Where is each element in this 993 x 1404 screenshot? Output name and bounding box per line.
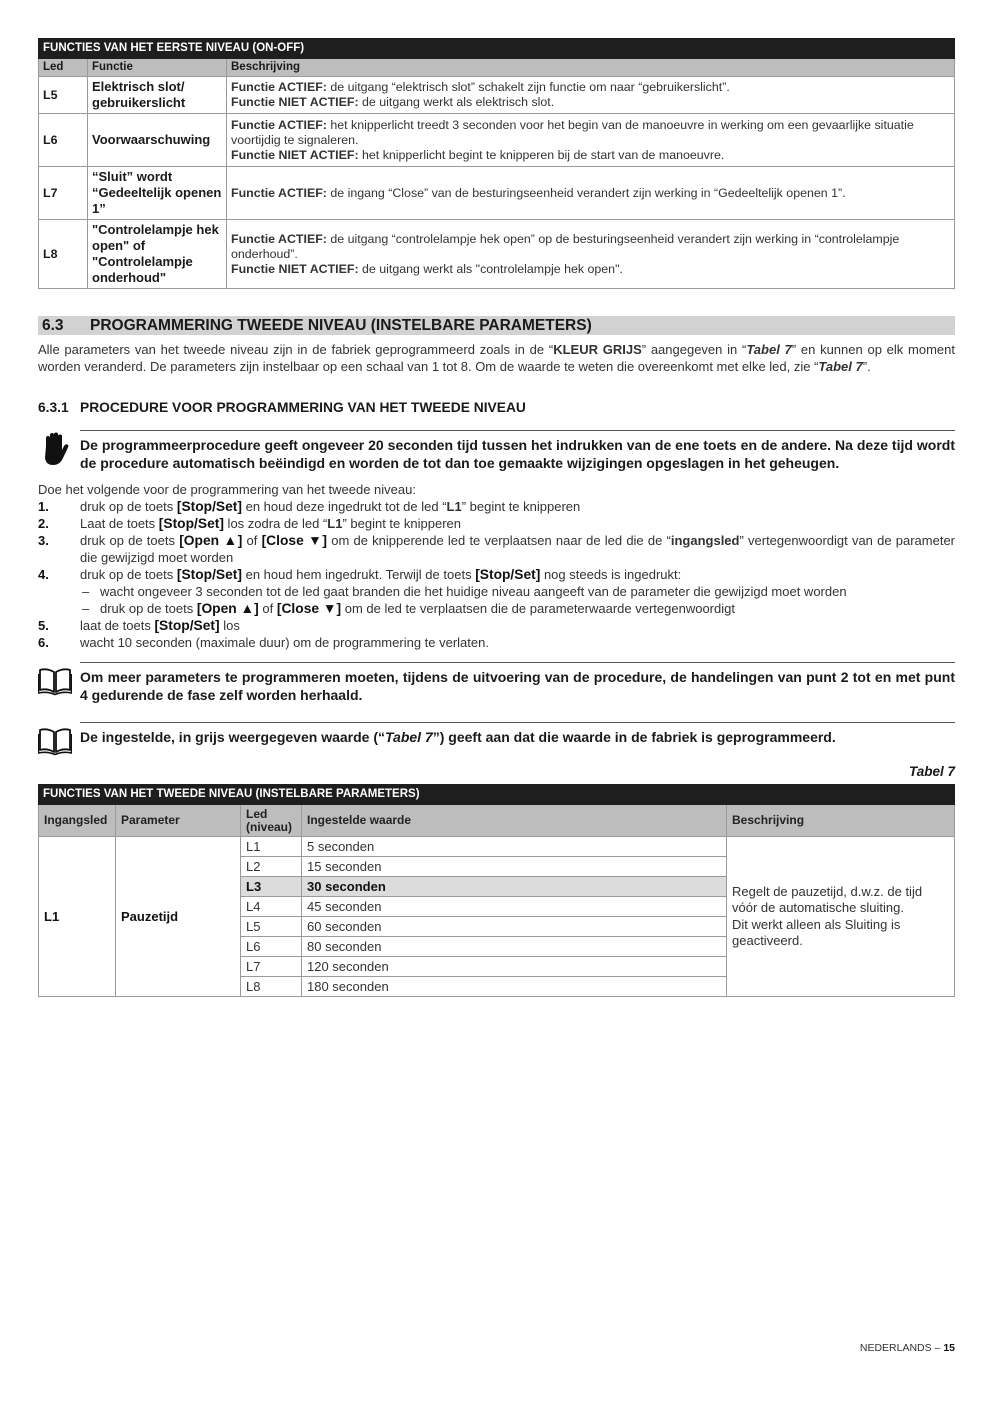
column-header-ingestelde-waarde: Ingestelde waarde bbox=[302, 805, 727, 837]
key-label: [Stop/Set] bbox=[154, 618, 220, 633]
column-header-parameter: Parameter bbox=[116, 805, 241, 837]
table-row bbox=[39, 220, 955, 289]
intro-kleur-grijs: KLEUR GRIJS bbox=[553, 342, 642, 357]
column-header-ingangsled: Ingangsled bbox=[39, 805, 116, 837]
description-cell bbox=[227, 167, 955, 220]
step-text: laat de toets bbox=[80, 618, 155, 633]
steps-lead: Doe het volgende voor de programmering van het tweede niveau: bbox=[38, 482, 416, 497]
active-label: Functie ACTIEF: bbox=[231, 231, 327, 246]
active-label: Functie ACTIEF: bbox=[231, 80, 327, 94]
header-led: Led bbox=[246, 806, 268, 821]
intro-text: ”. bbox=[862, 359, 871, 374]
table-row bbox=[39, 77, 955, 114]
value-cell: 5 seconden bbox=[302, 837, 727, 857]
table-title: FUNCTIES VAN HET EERSTE NIVEAU (ON-OFF) bbox=[39, 39, 955, 59]
led-cell: L8 bbox=[39, 220, 88, 289]
step-text: wacht 10 seconden (maximale duur) om de programmering te verlaten. bbox=[80, 635, 489, 650]
led-cell: L6 bbox=[39, 114, 88, 167]
active-label: Functie ACTIEF: bbox=[231, 185, 327, 200]
value-cell: 60 seconden bbox=[302, 917, 727, 937]
value-cell: 45 seconden bbox=[302, 897, 727, 917]
step-text: en houd deze ingedrukt tot de led “ bbox=[242, 499, 447, 514]
description-cell bbox=[227, 77, 955, 114]
column-header-led-niveau bbox=[241, 805, 302, 837]
key-label: [Close ▼] bbox=[261, 533, 328, 548]
first-level-functions-table bbox=[38, 38, 955, 289]
note-text-part: ”) geeft aan dat die waarde in de fabriek is geprogrammeerd. bbox=[432, 729, 836, 745]
second-level-parameters-table bbox=[38, 784, 955, 997]
note-text-part: De ingestelde, in grijs weergegeven waarde (“ bbox=[80, 729, 385, 745]
key-label: [Stop/Set] bbox=[176, 567, 242, 582]
step-number: 5. bbox=[38, 618, 49, 633]
intro-tabel-ref: Tabel 7 bbox=[818, 359, 863, 374]
level-led-cell: L7 bbox=[241, 957, 302, 977]
step-text: nog steeds is ingedrukt: bbox=[540, 567, 682, 582]
step-number: 3. bbox=[38, 533, 49, 548]
active-label: Functie ACTIEF: bbox=[231, 117, 327, 132]
step-number: 2. bbox=[38, 516, 49, 531]
page-number: 15 bbox=[943, 1342, 955, 1354]
hand-icon bbox=[38, 432, 72, 466]
step-text: druk op de toets bbox=[80, 533, 180, 548]
sub-step bbox=[80, 583, 955, 600]
table-caption: Tabel 7 bbox=[908, 764, 955, 779]
level-led-cell: L4 bbox=[241, 897, 302, 917]
header-niveau: (niveau) bbox=[246, 819, 293, 834]
keyword: ingangsled bbox=[670, 533, 740, 548]
subsection-title: PROCEDURE VOOR PROGRAMMERING VAN HET TWEEDE NIVEAU bbox=[80, 400, 526, 415]
list-item bbox=[38, 532, 955, 566]
subsection-heading-6-3-1 bbox=[38, 399, 955, 417]
value-cell: 180 seconden bbox=[302, 977, 727, 997]
function-cell: “Sluit” wordt “Gedeeltelijk openen 1” bbox=[88, 167, 227, 220]
section-intro-paragraph bbox=[38, 341, 955, 375]
step-text: ” begint te knipperen bbox=[461, 499, 581, 514]
description-line: Dit werkt alleen als Sluiting is geactiveerd. bbox=[732, 916, 901, 948]
step-text: los bbox=[219, 618, 240, 633]
led-label: L1 bbox=[446, 499, 462, 514]
list-item bbox=[38, 498, 955, 515]
note-tabel-ref: Tabel 7 bbox=[385, 729, 433, 745]
section-title: PROGRAMMERING TWEEDE NIVEAU (INSTELBARE PARAMETERS) bbox=[90, 317, 592, 334]
step-text: druk op de toets bbox=[80, 499, 177, 514]
book-icon bbox=[38, 664, 72, 698]
intro-text: ” en kunnen op elk moment worden veranderd. De parameters zijn instelbaar op een schaal van 1 tot 8. Om de waarde te weten die overeenkomt met elke led, zie “ bbox=[38, 342, 956, 374]
subsection-number: 6.3.1 bbox=[38, 400, 69, 415]
procedure-steps bbox=[38, 481, 955, 651]
step-text: of bbox=[242, 533, 262, 548]
level-led-cell: L5 bbox=[241, 917, 302, 937]
value-cell: 30 seconden bbox=[302, 877, 727, 897]
list-item bbox=[38, 617, 955, 634]
intro-tabel-ref: Tabel 7 bbox=[746, 342, 792, 357]
step-number: 1. bbox=[38, 499, 49, 514]
value-cell: 80 seconden bbox=[302, 937, 727, 957]
list-item bbox=[38, 634, 955, 651]
intro-text: ” aangegeven in “ bbox=[641, 342, 747, 357]
table-row bbox=[39, 167, 955, 220]
function-cell: Voorwaarschuwing bbox=[88, 114, 227, 167]
description-cell bbox=[227, 114, 955, 167]
active-text: de uitgang “controlelampje hek open” op de besturingseenheid verandert zijn werking in “controlelampje onderhoud”. bbox=[231, 231, 900, 261]
step-text: of bbox=[258, 601, 277, 616]
step-text: wacht ongeveer 3 seconden tot de led gaat branden die het huidige niveau aangeeft van de parameter die gewijzigd moet worden bbox=[100, 584, 847, 599]
value-cell: 15 seconden bbox=[302, 857, 727, 877]
inactive-text: de uitgang werkt als elektrisch slot. bbox=[358, 95, 555, 109]
function-cell: "Controlelampje hek open" of "Controlelampje onderhoud" bbox=[88, 220, 227, 289]
key-label: [Stop/Set] bbox=[176, 499, 242, 514]
footer-language: NEDERLANDS – bbox=[859, 1342, 944, 1354]
column-header-beschrijving: Beschrijving bbox=[727, 805, 955, 837]
table-title: FUNCTIES VAN HET TWEEDE NIVEAU (INSTELBARE PARAMETERS) bbox=[39, 785, 955, 805]
led-label: L1 bbox=[327, 516, 343, 531]
step-text: ” begint te knipperen bbox=[342, 516, 461, 531]
step-text: om de knipperende led te verplaatsen naar de led die de “ bbox=[327, 533, 671, 548]
second-level-table-wrapper bbox=[38, 784, 955, 997]
step-text: en houd hem ingedrukt. Terwijl de toets bbox=[242, 567, 476, 582]
key-label: [Stop/Set] bbox=[158, 516, 224, 531]
section-heading-6-3 bbox=[38, 316, 955, 335]
key-label: [Open ▲] bbox=[179, 533, 243, 548]
value-cell: 120 seconden bbox=[302, 957, 727, 977]
level-led-cell: L6 bbox=[241, 937, 302, 957]
led-cell: L7 bbox=[39, 167, 88, 220]
list-item bbox=[38, 515, 955, 532]
inactive-text: de uitgang werkt als "controlelampje hek open". bbox=[358, 261, 623, 276]
active-text: het knipperlicht treedt 3 seconden voor het begin van de manoeuvre in werking om een gevaarlijke situatie voortijdig te signaleren. bbox=[231, 117, 914, 147]
step-text: los zodra de led “ bbox=[223, 516, 328, 531]
level-led-cell: L1 bbox=[241, 837, 302, 857]
info-note bbox=[38, 662, 955, 706]
description-cell bbox=[227, 220, 955, 289]
key-label: [Open ▲] bbox=[196, 601, 259, 616]
led-cell: L5 bbox=[39, 77, 88, 114]
inactive-label: Functie NIET ACTIEF: bbox=[231, 95, 359, 109]
active-text: de ingang “Close” van de besturingseenheid verandert zijn werking in “Gedeeltelijk openen 1”. bbox=[326, 185, 846, 200]
sub-step bbox=[80, 600, 955, 617]
inactive-label: Functie NIET ACTIEF: bbox=[231, 147, 359, 162]
function-cell: Elektrisch slot/ gebruikerslicht bbox=[88, 77, 227, 114]
active-text: de uitgang “elektrisch slot” schakelt zijn functie om naar “gebruikerslicht”. bbox=[326, 80, 730, 94]
info-note bbox=[38, 722, 955, 752]
steps-list bbox=[38, 498, 955, 651]
dash: – bbox=[82, 584, 90, 599]
column-header-functie: Functie bbox=[88, 59, 227, 77]
page-footer bbox=[860, 1342, 955, 1354]
step-text: druk op de toets bbox=[100, 601, 197, 616]
ingangsled-cell: L1 bbox=[39, 837, 116, 997]
dash: – bbox=[82, 601, 90, 616]
level-led-cell: L3 bbox=[241, 877, 302, 897]
parameter-cell: Pauzetijd bbox=[116, 837, 241, 997]
description-line: Regelt de pauzetijd, d.w.z. de tijd vóór de automatische sluiting. bbox=[732, 883, 923, 915]
note-text: De programmeerprocedure geeft ongeveer 20 seconden tijd tussen het indrukken van de ene toets en de andere. Na deze tijd wordt de procedure automatisch beëindigd en worden de tot dan toe gemaakte wijzigingen opgeslagen in het geheugen. bbox=[80, 430, 955, 472]
column-header-beschrijving: Beschrijving bbox=[227, 59, 955, 77]
step-number: 6. bbox=[38, 635, 49, 650]
inactive-label: Functie NIET ACTIEF: bbox=[231, 261, 359, 276]
level-led-cell: L8 bbox=[241, 977, 302, 997]
book-icon bbox=[38, 724, 72, 758]
key-label: [Stop/Set] bbox=[475, 567, 541, 582]
inactive-text: het knipperlicht begint te knipperen bij de start van de manoeuvre. bbox=[358, 147, 725, 162]
step-text: om de led te verplaatsen die de parameterwaarde vertegenwoordigt bbox=[341, 601, 735, 616]
table-row bbox=[39, 837, 955, 857]
note-text: Om meer parameters te programmeren moeten, tijdens de uitvoering van de procedure, de handelingen van punt 2 tot en met punt 4 gedurende de fase zelf worden herhaald. bbox=[80, 662, 955, 704]
table-row bbox=[39, 114, 955, 167]
intro-text: Alle parameters van het tweede niveau zijn in de fabriek geprogrammeerd zoals in de “ bbox=[38, 342, 554, 357]
warning-note bbox=[38, 430, 955, 478]
key-label: [Close ▼] bbox=[276, 601, 342, 616]
description-cell bbox=[727, 837, 955, 997]
step-text: ” vertegenwoordigt van de parameter die gewijzigd moet worden bbox=[80, 533, 956, 565]
step-text: Laat de toets bbox=[80, 516, 159, 531]
section-number: 6.3 bbox=[42, 317, 64, 334]
step-number: 4. bbox=[38, 567, 49, 582]
manual-page bbox=[38, 38, 956, 994]
list-item bbox=[38, 566, 955, 617]
note-text bbox=[80, 722, 955, 746]
step-text: druk op de toets bbox=[80, 567, 177, 582]
level-led-cell: L2 bbox=[241, 857, 302, 877]
column-header-led: Led bbox=[39, 59, 88, 77]
